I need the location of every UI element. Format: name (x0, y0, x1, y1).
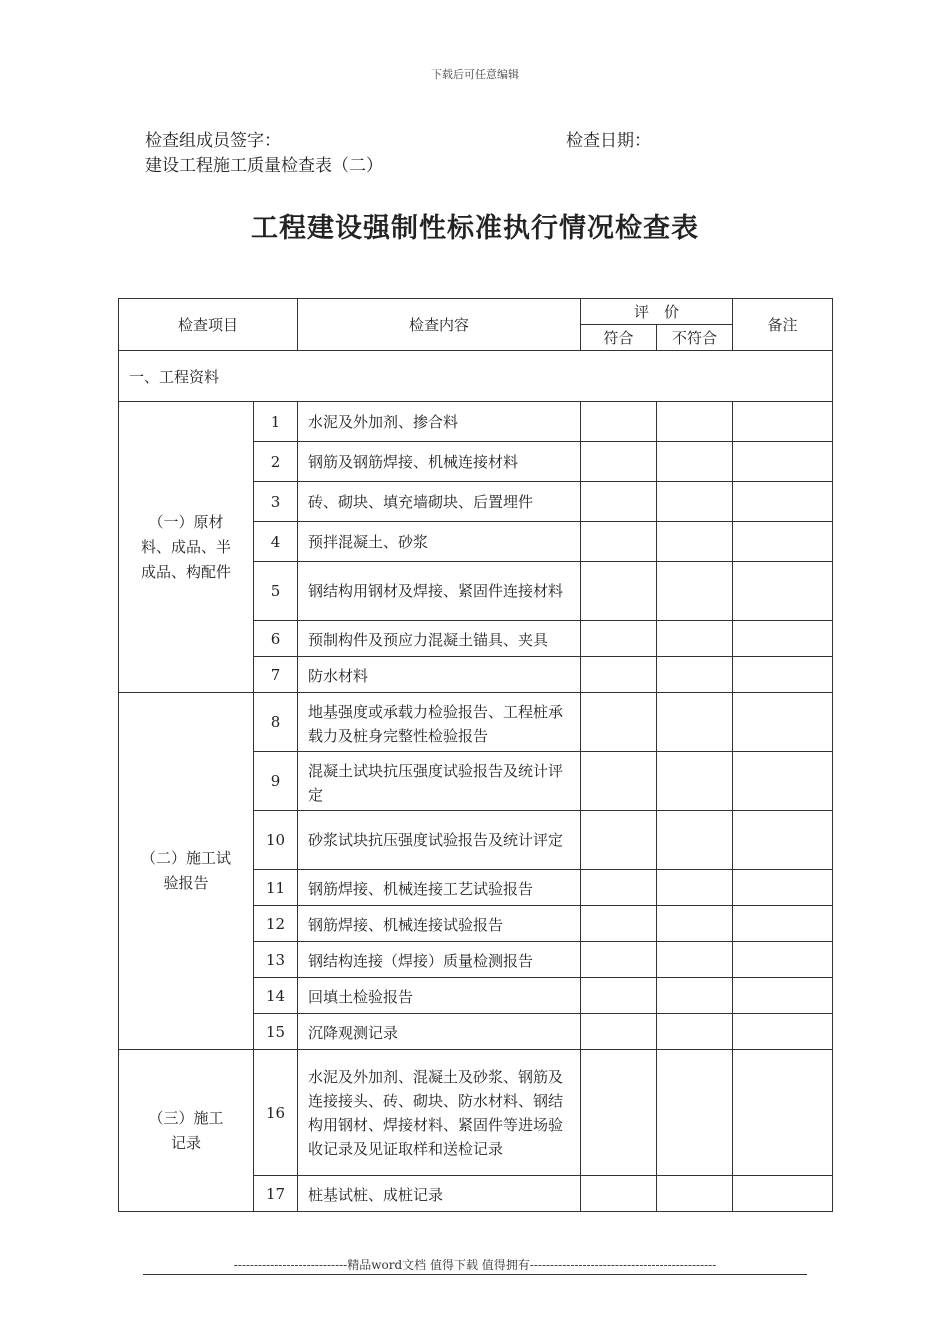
row-content: 混凝土试块抗压强度试验报告及统计评定 (308, 761, 564, 804)
row-number: 4 (254, 522, 298, 562)
fail-cell[interactable] (657, 402, 733, 442)
form-name: 建设工程施工质量检查表（二） (145, 156, 383, 176)
group-label: （三）施工记录 (148, 1108, 224, 1152)
row-number: 15 (254, 1014, 298, 1050)
row-content-cell (298, 402, 581, 442)
date-label: 检查日期： (566, 131, 651, 151)
pass-cell[interactable] (581, 1176, 657, 1212)
group-label-cell (119, 402, 254, 693)
pass-cell[interactable] (581, 402, 657, 442)
row-number: 14 (254, 978, 298, 1014)
row-number: 3 (254, 482, 298, 522)
fail-cell[interactable] (657, 906, 733, 942)
row-number: 9 (254, 752, 298, 811)
pass-cell[interactable] (581, 693, 657, 752)
row-number: 16 (254, 1050, 298, 1176)
row-content-cell (298, 870, 581, 906)
row-content-cell (298, 978, 581, 1014)
row-content: 水泥及外加剂、掺合料 (308, 412, 459, 431)
row-content: 预制构件及预应力混凝土锚具、夹具 (308, 630, 549, 649)
pass-cell[interactable] (581, 442, 657, 482)
row-content: 防水材料 (308, 666, 369, 685)
header-fail: 不符合 (657, 325, 733, 351)
fail-cell[interactable] (657, 482, 733, 522)
fail-cell[interactable] (657, 442, 733, 482)
row-content: 砖、砌块、填充墙砌块、后置埋件 (308, 492, 534, 511)
row-number: 12 (254, 906, 298, 942)
remarks-cell[interactable] (733, 402, 833, 442)
remarks-cell[interactable] (733, 693, 833, 752)
remarks-cell[interactable] (733, 811, 833, 870)
pass-cell[interactable] (581, 942, 657, 978)
pass-cell[interactable] (581, 621, 657, 657)
row-content-cell (298, 811, 581, 870)
header-remarks: 备注 (733, 299, 833, 351)
pass-cell[interactable] (581, 752, 657, 811)
row-content: 钢筋焊接、机械连接试验报告 (308, 915, 504, 934)
pass-cell[interactable] (581, 482, 657, 522)
table-row (119, 402, 833, 442)
fail-cell[interactable] (657, 522, 733, 562)
row-content: 砂浆试块抗压强度试验报告及统计评定 (308, 831, 564, 849)
fail-cell[interactable] (657, 942, 733, 978)
fail-cell[interactable] (657, 1176, 733, 1212)
row-content-cell (298, 942, 581, 978)
remarks-cell[interactable] (733, 1176, 833, 1212)
table-row (119, 1050, 833, 1176)
pass-cell[interactable] (581, 1014, 657, 1050)
pass-cell[interactable] (581, 522, 657, 562)
row-content-cell (298, 906, 581, 942)
page-title: 工程建设强制性标准执行情况检查表 (251, 213, 699, 244)
row-content: 钢结构用钢材及焊接、紧固件连接材料 (308, 582, 564, 600)
pass-cell[interactable] (581, 906, 657, 942)
row-number: 10 (254, 811, 298, 870)
row-content: 预拌混凝土、砂浆 (308, 532, 429, 551)
table-row (119, 693, 833, 752)
remarks-cell[interactable] (733, 1014, 833, 1050)
row-content: 回填土检验报告 (308, 987, 414, 1006)
remarks-cell[interactable] (733, 1050, 833, 1176)
fail-cell[interactable] (657, 1050, 733, 1176)
row-number: 1 (254, 402, 298, 442)
row-content: 钢筋焊接、机械连接工艺试验报告 (308, 879, 534, 898)
remarks-cell[interactable] (733, 522, 833, 562)
fail-cell[interactable] (657, 657, 733, 693)
remarks-cell[interactable] (733, 562, 833, 621)
pass-cell[interactable] (581, 562, 657, 621)
fail-cell[interactable] (657, 621, 733, 657)
row-content: 沉降观测记录 (308, 1023, 399, 1042)
header-content: 检查内容 (298, 299, 581, 351)
remarks-cell[interactable] (733, 482, 833, 522)
row-content: 桩基试桩、成桩记录 (308, 1185, 444, 1204)
header-note: 下载后可任意编辑 (431, 68, 519, 81)
remarks-cell[interactable] (733, 870, 833, 906)
row-content-cell (298, 693, 581, 752)
row-content: 钢筋及钢筋焊接、机械连接材料 (308, 452, 519, 471)
remarks-cell[interactable] (733, 942, 833, 978)
row-content-cell (298, 562, 581, 621)
section-row (119, 351, 833, 402)
row-content-cell (298, 657, 581, 693)
fail-cell[interactable] (657, 811, 733, 870)
fail-cell[interactable] (657, 870, 733, 906)
remarks-cell[interactable] (733, 906, 833, 942)
row-number: 2 (254, 442, 298, 482)
remarks-cell[interactable] (733, 621, 833, 657)
fail-cell[interactable] (657, 1014, 733, 1050)
row-content-cell (298, 1176, 581, 1212)
fail-cell[interactable] (657, 978, 733, 1014)
row-content: 钢结构连接（焊接）质量检测报告 (308, 951, 534, 970)
pass-cell[interactable] (581, 978, 657, 1014)
row-content: 地基强度或承载力检验报告、工程桩承载力及桩身完整性检验报告 (308, 702, 564, 745)
group-label: （一）原材料、成品、半成品、构配件 (140, 512, 231, 581)
row-content: 水泥及外加剂、混凝土及砂浆、钢筋及连接接头、砖、砌块、防水材料、钢结构用钢材、焊接材料、紧固件等进场验收记录及见证取样和送检记录 (308, 1067, 564, 1158)
row-number: 7 (254, 657, 298, 693)
section-title: 一、工程资料 (119, 351, 833, 402)
footer-text: ----------------------------精品word文档 值得下载 值得拥有---------------------------------------------- (233, 1258, 717, 1272)
row-content-cell (298, 752, 581, 811)
table-body (119, 299, 833, 1212)
row-content-cell (298, 1050, 581, 1176)
row-number: 13 (254, 942, 298, 978)
row-number: 8 (254, 693, 298, 752)
row-content-cell (298, 522, 581, 562)
row-content-cell (298, 442, 581, 482)
remarks-cell[interactable] (733, 978, 833, 1014)
pass-cell[interactable] (581, 811, 657, 870)
row-number: 6 (254, 621, 298, 657)
row-number: 17 (254, 1176, 298, 1212)
group-label-cell (119, 693, 254, 1050)
row-content-cell (298, 482, 581, 522)
row-number: 11 (254, 870, 298, 906)
header-evaluation: 评 价 (581, 299, 733, 325)
pass-cell[interactable] (581, 870, 657, 906)
group-label-cell (119, 1050, 254, 1212)
inspection-table (118, 298, 833, 1212)
fail-cell[interactable] (657, 752, 733, 811)
header-row (119, 299, 833, 325)
row-number: 5 (254, 562, 298, 621)
fail-cell[interactable] (657, 693, 733, 752)
row-content-cell (298, 621, 581, 657)
header-pass: 符合 (581, 325, 657, 351)
footer-divider (143, 1274, 807, 1275)
group-label: （二）施工试验报告 (140, 849, 231, 892)
remarks-cell[interactable] (733, 657, 833, 693)
pass-cell[interactable] (581, 1050, 657, 1176)
fail-cell[interactable] (657, 562, 733, 621)
pass-cell[interactable] (581, 657, 657, 693)
header-item: 检查项目 (119, 299, 298, 351)
remarks-cell[interactable] (733, 752, 833, 811)
remarks-cell[interactable] (733, 442, 833, 482)
row-content-cell (298, 1014, 581, 1050)
signature-label: 检查组成员签字： (145, 131, 281, 151)
